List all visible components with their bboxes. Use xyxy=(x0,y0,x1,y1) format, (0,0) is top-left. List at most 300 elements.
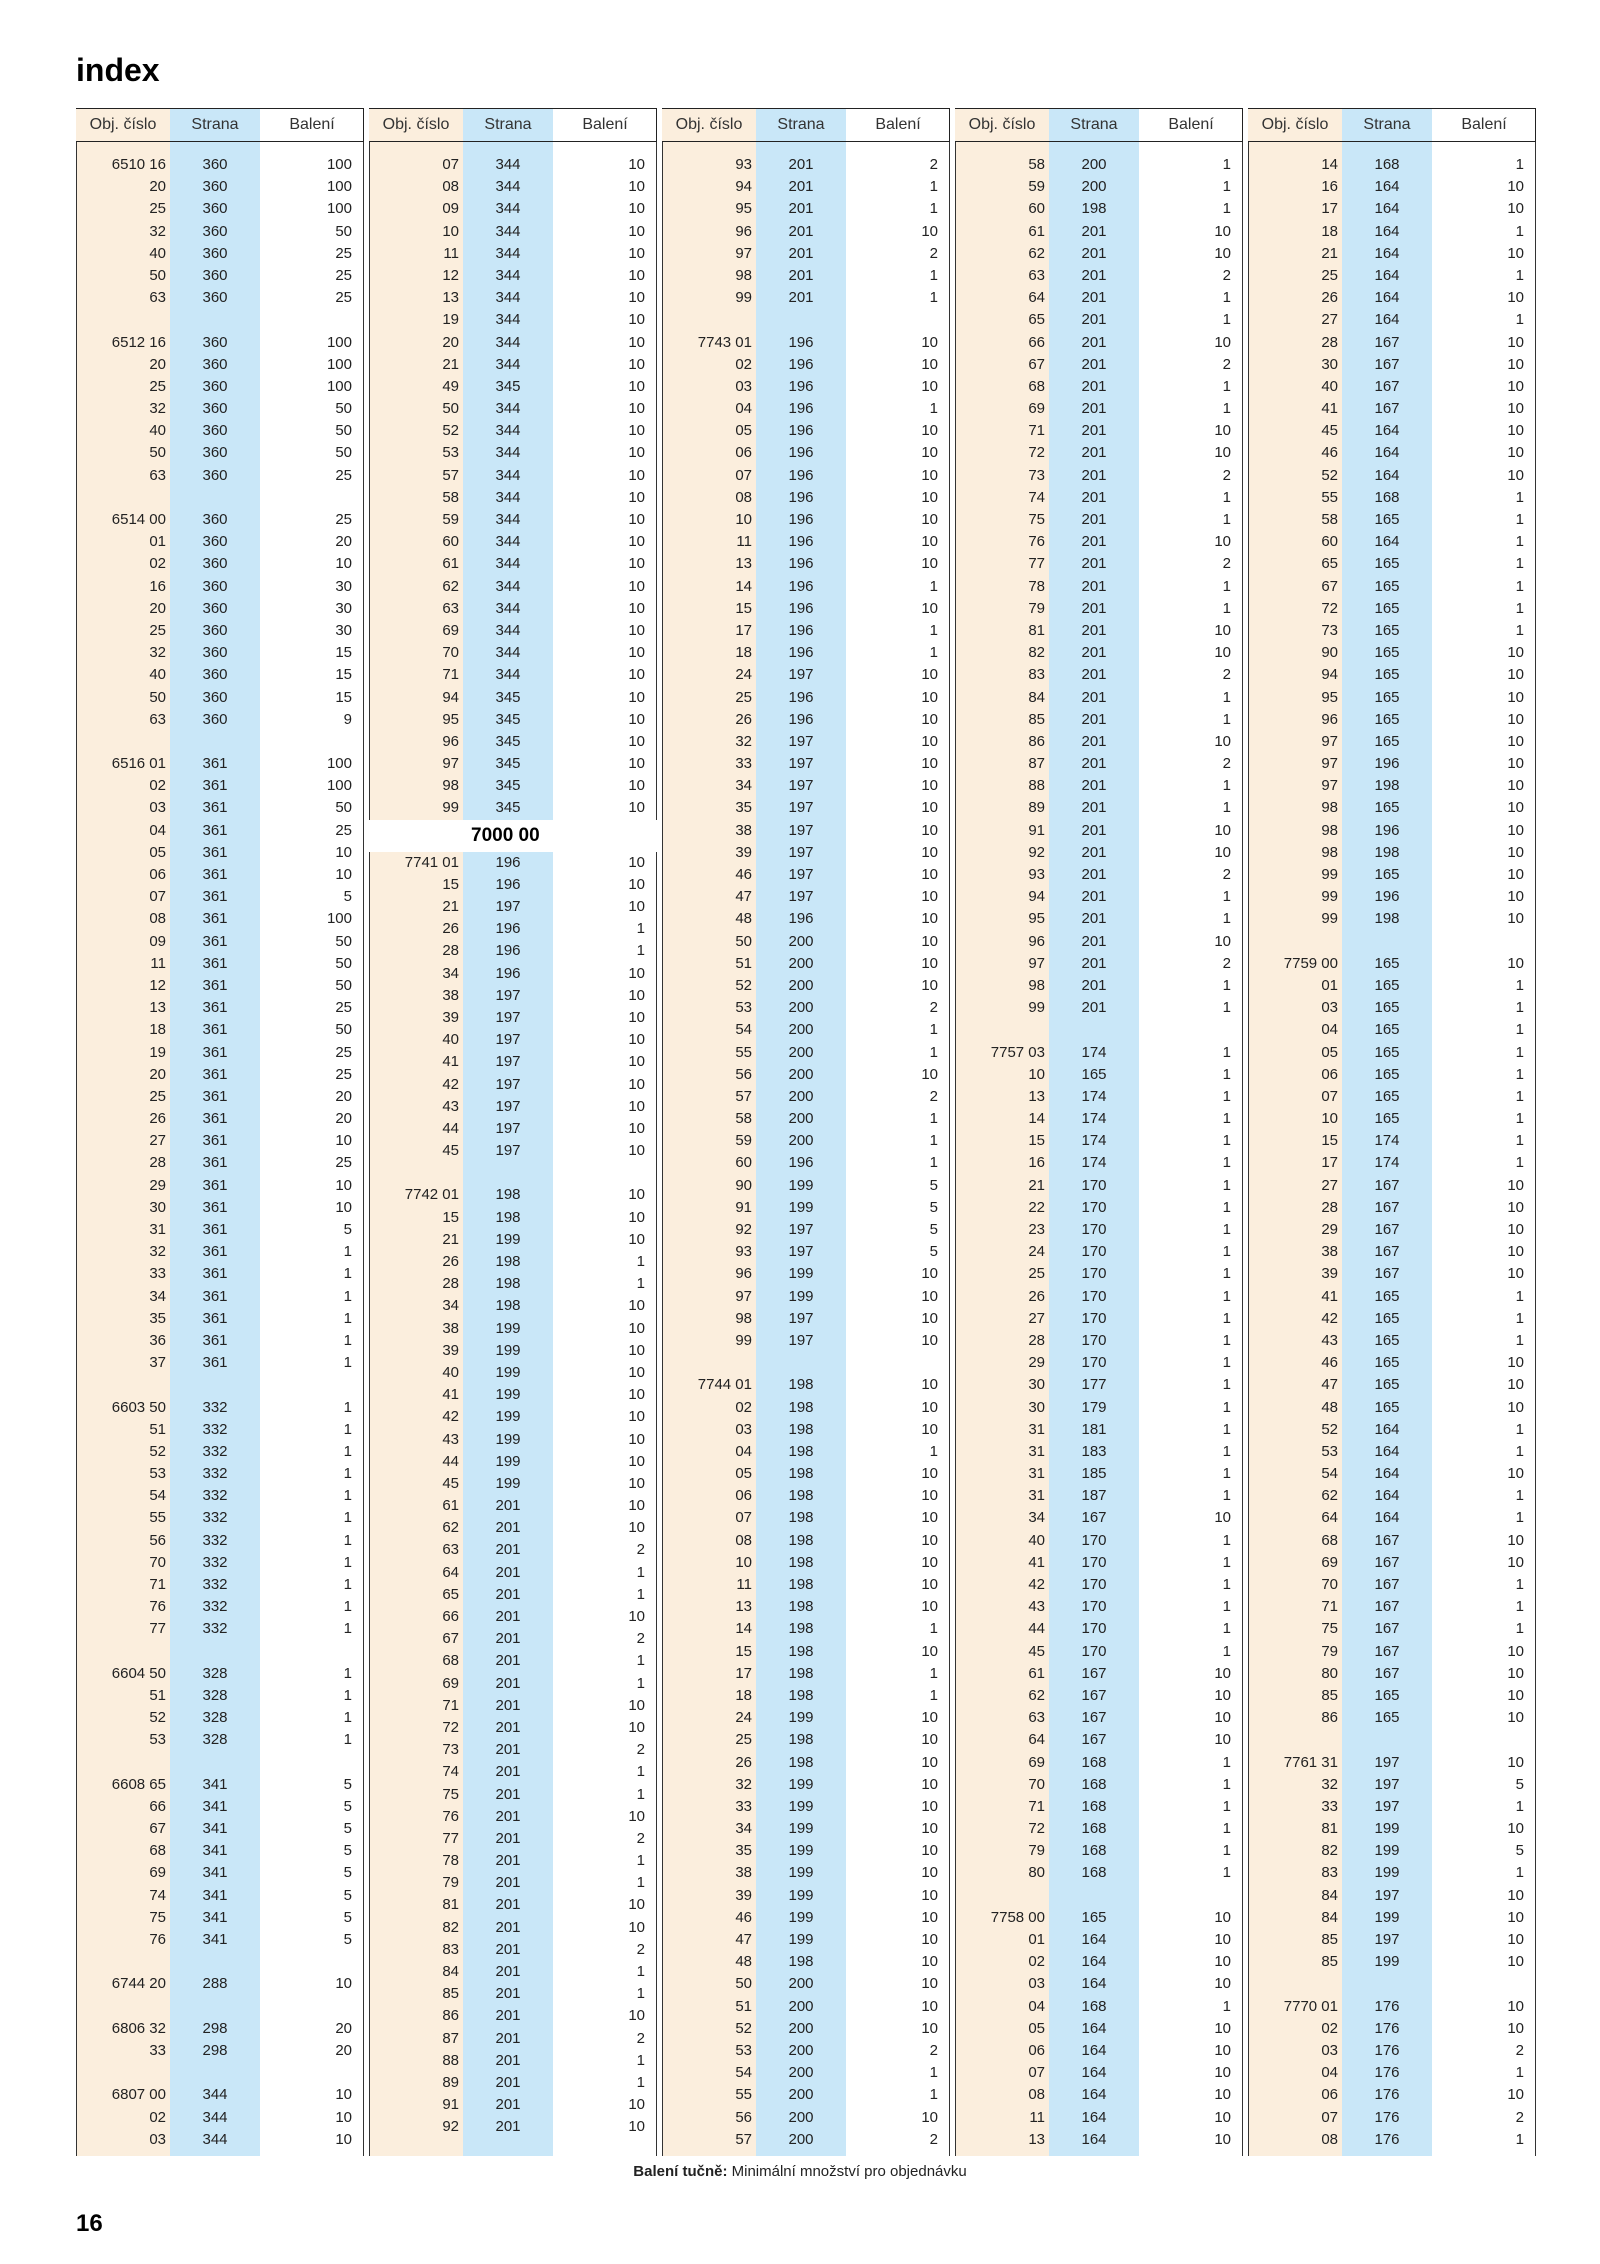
package-qty: 10 xyxy=(628,1075,645,1093)
page-ref: 344 xyxy=(495,577,521,595)
package-qty: 10 xyxy=(628,1718,645,1736)
package-qty: 2 xyxy=(929,2130,938,2148)
package-qty: 10 xyxy=(335,1176,352,1194)
package-qty: 10 xyxy=(1507,710,1524,728)
package-qty: 10 xyxy=(628,732,645,750)
page-ref: 332 xyxy=(202,1620,228,1638)
table-row xyxy=(1248,1685,1536,1707)
package-qty: 100 xyxy=(326,333,352,351)
table-row xyxy=(1248,1130,1536,1152)
order-number: 02 xyxy=(1028,1953,1045,1971)
table-row xyxy=(76,1862,364,1884)
order-number: 97 xyxy=(1321,732,1338,750)
page-ref: 198 xyxy=(788,1509,814,1527)
order-number: 40 xyxy=(1028,1531,1045,1549)
table-row xyxy=(1248,332,1536,354)
page-ref: 361 xyxy=(202,755,228,773)
order-number: 39 xyxy=(442,1341,459,1359)
package-qty: 10 xyxy=(628,466,645,484)
order-number: 50 xyxy=(735,1975,752,1993)
package-qty: 2 xyxy=(1222,355,1231,373)
package-qty: 10 xyxy=(628,1807,645,1825)
table-row xyxy=(955,332,1243,354)
order-number: 74 xyxy=(442,1763,459,1781)
package-qty: 1 xyxy=(1515,1576,1524,1593)
table-row xyxy=(76,886,364,908)
package-qty: 10 xyxy=(921,710,938,728)
package-qty: 50 xyxy=(335,932,352,950)
table-row xyxy=(76,842,364,864)
table-row xyxy=(955,1907,1243,1929)
package-qty: 1 xyxy=(1515,1442,1524,1460)
page-ref: 170 xyxy=(1081,1176,1107,1194)
order-number: 15 xyxy=(442,875,459,893)
page-ref: 165 xyxy=(1374,1376,1400,1394)
package-qty: 1 xyxy=(343,1576,352,1593)
page-ref: 196 xyxy=(788,910,814,928)
table-row xyxy=(1248,287,1536,309)
order-number: 33 xyxy=(149,2041,166,2059)
table-row xyxy=(1248,376,1536,398)
page-ref: 201 xyxy=(495,1763,521,1781)
table-row xyxy=(662,1308,950,1330)
order-number: 63 xyxy=(149,466,166,484)
table-row xyxy=(955,2107,1243,2129)
table-row xyxy=(1248,731,1536,753)
table-row xyxy=(1248,1929,1536,1951)
order-number: 98 xyxy=(442,777,459,795)
package-qty: 1 xyxy=(929,621,938,639)
header-order-number: Obj. číslo xyxy=(955,109,1049,141)
package-qty: 10 xyxy=(1214,2041,1231,2059)
order-number: 76 xyxy=(149,1931,166,1948)
table-row xyxy=(662,1729,950,1751)
package-qty: 10 xyxy=(1507,178,1524,196)
order-number: 7742 01 xyxy=(404,1186,459,1204)
package-qty: 10 xyxy=(1507,1376,1524,1394)
table-row xyxy=(76,1552,364,1574)
table-row xyxy=(369,642,657,664)
package-qty: 1 xyxy=(1515,976,1524,994)
package-qty: 10 xyxy=(921,1775,938,1793)
column-header xyxy=(1248,108,1536,142)
table-row xyxy=(1248,642,1536,664)
order-number: 43 xyxy=(1321,1331,1338,1349)
table-row xyxy=(369,1806,657,1828)
order-number: 39 xyxy=(442,1008,459,1026)
package-qty: 100 xyxy=(326,910,352,928)
order-number: 7743 01 xyxy=(697,333,752,351)
order-number: 64 xyxy=(1028,289,1045,307)
order-number: 77 xyxy=(149,1620,166,1638)
header-package: Balení xyxy=(1168,116,1214,133)
order-number: 38 xyxy=(442,1319,459,1337)
page-ref: 197 xyxy=(788,1243,814,1261)
package-qty: 1 xyxy=(929,1132,938,1150)
page-ref: 201 xyxy=(788,156,814,173)
package-qty: 10 xyxy=(1507,910,1524,928)
package-qty: 1 xyxy=(1222,289,1231,307)
package-qty: 10 xyxy=(628,898,645,915)
page-ref: 201 xyxy=(1081,333,1107,351)
order-number: 21 xyxy=(442,898,459,915)
order-number: 84 xyxy=(1028,688,1045,706)
package-qty: 1 xyxy=(1222,1065,1231,1083)
table-row xyxy=(662,753,950,775)
page-ref: 361 xyxy=(202,843,228,861)
table-row xyxy=(662,642,950,664)
page-ref: 179 xyxy=(1081,1398,1107,1416)
page-ref: 197 xyxy=(788,755,814,773)
page-ref: 201 xyxy=(1081,555,1107,573)
order-number: 41 xyxy=(442,1386,459,1404)
table-row xyxy=(1248,1064,1536,1086)
page-ref: 167 xyxy=(1081,1686,1107,1704)
page-ref: 196 xyxy=(788,555,814,573)
table-row xyxy=(955,1042,1243,1064)
table-row xyxy=(662,931,950,953)
order-number: 07 xyxy=(1321,2108,1338,2126)
package-qty: 10 xyxy=(1507,666,1524,684)
order-number: 53 xyxy=(735,2041,752,2059)
package-qty: 100 xyxy=(326,200,352,218)
order-number: 81 xyxy=(1321,1820,1338,1838)
table-row xyxy=(369,1495,657,1517)
table-row xyxy=(1248,620,1536,642)
order-number: 17 xyxy=(1321,200,1338,218)
table-row xyxy=(955,2040,1243,2062)
page-ref: 201 xyxy=(1081,976,1107,994)
order-number: 46 xyxy=(735,1908,752,1926)
table-row xyxy=(76,509,364,531)
page-ref: 341 xyxy=(202,1886,228,1904)
table-row xyxy=(1248,997,1536,1019)
order-number: 21 xyxy=(1321,244,1338,262)
table-row xyxy=(76,1352,364,1374)
package-qty: 10 xyxy=(921,2019,938,2037)
table-row xyxy=(955,1374,1243,1396)
table-row xyxy=(1248,1086,1536,1108)
page-ref: 201 xyxy=(1081,932,1107,950)
table-row xyxy=(76,1130,364,1152)
package-qty: 10 xyxy=(1214,932,1231,950)
order-number: 35 xyxy=(149,1309,166,1327)
page-ref: 201 xyxy=(1081,710,1107,728)
page-ref: 360 xyxy=(202,688,228,706)
table-row xyxy=(369,265,657,287)
page-ref: 201 xyxy=(495,2118,521,2136)
page-ref: 201 xyxy=(495,1940,521,1958)
order-number: 72 xyxy=(442,1718,459,1736)
page-ref: 198 xyxy=(495,1186,521,1204)
order-number: 52 xyxy=(1321,466,1338,484)
order-number: 63 xyxy=(149,710,166,728)
page-ref: 345 xyxy=(495,377,521,395)
table-row xyxy=(1248,1419,1536,1441)
page-ref: 167 xyxy=(1374,1243,1400,1261)
table-row xyxy=(662,598,950,620)
page-ref: 201 xyxy=(1081,444,1107,462)
order-number: 6603 50 xyxy=(111,1398,166,1416)
page-ref: 197 xyxy=(1374,1931,1400,1948)
table-row xyxy=(76,2018,364,2040)
package-qty: 10 xyxy=(921,888,938,906)
package-qty: 1 xyxy=(1515,1864,1524,1882)
table-row xyxy=(662,465,950,487)
table-row xyxy=(369,1961,657,1983)
table-row xyxy=(76,931,364,953)
table-row xyxy=(662,1130,950,1152)
package-qty: 1 xyxy=(929,1110,938,1128)
package-qty: 1 xyxy=(343,1709,352,1727)
package-qty: 10 xyxy=(628,222,645,240)
order-number: 07 xyxy=(735,466,752,484)
package-qty: 10 xyxy=(1507,1243,1524,1261)
package-qty: 10 xyxy=(628,875,645,893)
package-qty: 2 xyxy=(929,2041,938,2059)
order-number: 05 xyxy=(1321,1043,1338,1061)
package-qty: 1 xyxy=(1222,688,1231,706)
page-ref: 196 xyxy=(1374,821,1400,839)
table-row xyxy=(662,1929,950,1951)
page-ref: 164 xyxy=(1374,178,1400,196)
package-qty: 5 xyxy=(343,1886,352,1904)
table-row xyxy=(369,332,657,354)
page-ref: 199 xyxy=(788,1287,814,1305)
package-qty: 1 xyxy=(343,1598,352,1616)
page-ref: 199 xyxy=(1374,1864,1400,1882)
page-ref: 174 xyxy=(1081,1110,1107,1128)
page-ref: 164 xyxy=(1081,1975,1107,1993)
page-ref: 344 xyxy=(495,289,521,307)
table-row xyxy=(369,420,657,442)
order-number: 67 xyxy=(442,1630,459,1648)
package-qty: 1 xyxy=(1222,1553,1231,1571)
table-row xyxy=(955,1397,1243,1419)
page-ref: 196 xyxy=(788,400,814,418)
package-qty: 10 xyxy=(1214,1731,1231,1749)
package-qty: 100 xyxy=(326,355,352,373)
package-qty: 10 xyxy=(628,1031,645,1049)
package-qty: 1 xyxy=(636,1253,645,1270)
table-row xyxy=(369,874,657,896)
order-number: 27 xyxy=(1028,1309,1045,1327)
package-qty: 1 xyxy=(1222,1376,1231,1394)
table-row xyxy=(1248,154,1536,176)
page-ref: 164 xyxy=(1081,2108,1107,2126)
table-row xyxy=(662,997,950,1019)
page-ref: 165 xyxy=(1374,666,1400,684)
order-number: 46 xyxy=(735,866,752,883)
package-qty: 1 xyxy=(1515,2130,1524,2148)
order-number: 03 xyxy=(1028,1975,1045,1993)
order-number: 92 xyxy=(1028,843,1045,861)
table-row xyxy=(1248,775,1536,797)
package-qty: 2 xyxy=(1222,555,1231,573)
table-row xyxy=(76,775,364,797)
order-number: 03 xyxy=(149,799,166,817)
page-ref: 201 xyxy=(1081,266,1107,284)
table-row xyxy=(955,975,1243,997)
table-row xyxy=(1248,1042,1536,1064)
order-number: 64 xyxy=(442,1563,459,1581)
page-ref: 298 xyxy=(202,2019,228,2037)
page-ref: 361 xyxy=(202,999,228,1017)
order-number: 03 xyxy=(149,2130,166,2148)
page-ref: 170 xyxy=(1081,1642,1107,1660)
table-row xyxy=(955,154,1243,176)
package-qty: 10 xyxy=(1507,1354,1524,1372)
table-row xyxy=(369,1894,657,1916)
table-row xyxy=(369,2050,657,2072)
page-ref: 344 xyxy=(495,511,521,528)
table-row xyxy=(955,309,1243,331)
table-row xyxy=(76,1241,364,1263)
package-qty: 1 xyxy=(1222,178,1231,196)
page-ref: 197 xyxy=(1374,1797,1400,1815)
order-number: 70 xyxy=(442,644,459,662)
order-number: 67 xyxy=(1028,355,1045,373)
package-qty: 1 xyxy=(1515,1487,1524,1505)
table-row xyxy=(662,398,950,420)
order-number: 68 xyxy=(1321,1531,1338,1549)
table-row xyxy=(955,465,1243,487)
order-number: 28 xyxy=(1321,1198,1338,1216)
page-ref: 361 xyxy=(202,1154,228,1172)
page-ref: 201 xyxy=(1081,533,1107,551)
order-number: 55 xyxy=(735,2086,752,2104)
page-ref: 199 xyxy=(1374,1820,1400,1838)
table-row xyxy=(369,309,657,331)
package-qty: 30 xyxy=(335,577,352,595)
package-qty: 10 xyxy=(921,377,938,395)
page-ref: 196 xyxy=(495,853,521,871)
order-number: 01 xyxy=(1321,976,1338,994)
table-row xyxy=(1248,487,1536,509)
package-qty: 10 xyxy=(921,1864,938,1882)
package-qty: 10 xyxy=(921,1553,938,1571)
package-qty: 10 xyxy=(628,666,645,684)
page-ref: 361 xyxy=(202,821,228,839)
package-qty: 20 xyxy=(335,1110,352,1128)
page-ref: 201 xyxy=(788,200,814,218)
table-row xyxy=(369,442,657,464)
order-number: 13 xyxy=(149,999,166,1017)
package-qty: 10 xyxy=(628,1142,645,1160)
package-qty: 5 xyxy=(929,1198,938,1216)
package-qty: 50 xyxy=(335,976,352,994)
order-number: 69 xyxy=(149,1864,166,1882)
page-ref: 201 xyxy=(1081,422,1107,440)
spacer-row xyxy=(76,1374,364,1396)
package-qty: 10 xyxy=(628,621,645,639)
page-ref: 361 xyxy=(202,1021,228,1039)
package-qty: 10 xyxy=(921,333,938,351)
package-qty: 1 xyxy=(1222,1043,1231,1061)
table-row xyxy=(76,1219,364,1241)
table-row xyxy=(662,775,950,797)
package-qty: 1 xyxy=(1222,599,1231,617)
order-number: 40 xyxy=(149,244,166,262)
package-qty: 50 xyxy=(335,1021,352,1039)
page-ref: 164 xyxy=(1374,533,1400,551)
page-ref: 167 xyxy=(1081,1509,1107,1527)
page-ref: 201 xyxy=(1081,999,1107,1017)
package-qty: 1 xyxy=(1515,599,1524,617)
table-row xyxy=(955,2062,1243,2084)
table-row xyxy=(369,598,657,620)
order-number: 28 xyxy=(1321,333,1338,351)
table-row xyxy=(955,1286,1243,1308)
package-qty: 10 xyxy=(1214,333,1231,351)
page-ref: 167 xyxy=(1374,400,1400,418)
order-number: 40 xyxy=(1321,377,1338,395)
table-row xyxy=(662,1796,950,1818)
package-qty: 1 xyxy=(1222,1309,1231,1327)
order-number: 34 xyxy=(735,777,752,795)
order-number: 28 xyxy=(1028,1331,1045,1349)
page-ref: 167 xyxy=(1374,1531,1400,1549)
order-number: 7757 03 xyxy=(990,1043,1045,1061)
page-ref: 200 xyxy=(788,2108,814,2126)
page-ref: 201 xyxy=(788,178,814,196)
order-number: 22 xyxy=(1028,1198,1045,1216)
page-ref: 344 xyxy=(495,644,521,662)
page-ref: 197 xyxy=(495,898,521,915)
order-number: 6510 16 xyxy=(111,156,166,173)
page-ref: 360 xyxy=(202,333,228,351)
order-number: 43 xyxy=(442,1097,459,1115)
page-ref: 344 xyxy=(495,266,521,284)
order-number: 36 xyxy=(149,1331,166,1349)
table-row xyxy=(76,553,364,575)
order-number: 97 xyxy=(735,244,752,262)
package-qty: 1 xyxy=(1515,1043,1524,1061)
order-number: 52 xyxy=(735,2019,752,2037)
table-row xyxy=(1248,1596,1536,1618)
package-qty: 1 xyxy=(1222,999,1231,1017)
order-number: 50 xyxy=(149,688,166,706)
page-ref: 165 xyxy=(1374,1110,1400,1128)
page-ref: 167 xyxy=(1374,1642,1400,1660)
table-row xyxy=(369,509,657,531)
page-ref: 164 xyxy=(1374,422,1400,440)
package-qty: 30 xyxy=(335,621,352,639)
order-number: 26 xyxy=(735,710,752,728)
table-row xyxy=(76,1707,364,1729)
page-ref: 332 xyxy=(202,1420,228,1438)
table-row xyxy=(662,1086,950,1108)
package-qty: 1 xyxy=(636,1674,645,1692)
table-row xyxy=(662,709,950,731)
package-qty: 10 xyxy=(921,843,938,861)
package-qty: 10 xyxy=(921,1820,938,1838)
table-row xyxy=(662,198,950,220)
order-number: 32 xyxy=(149,222,166,240)
package-qty: 10 xyxy=(921,755,938,773)
order-number: 69 xyxy=(1028,1753,1045,1771)
package-qty: 1 xyxy=(929,1442,938,1460)
package-qty: 10 xyxy=(628,1497,645,1515)
package-qty: 50 xyxy=(335,400,352,418)
package-qty: 10 xyxy=(1214,2019,1231,2037)
page-ref: 360 xyxy=(202,156,228,173)
order-number: 53 xyxy=(149,1731,166,1749)
page-ref: 177 xyxy=(1081,1376,1107,1394)
page-ref: 196 xyxy=(788,644,814,662)
table-row xyxy=(1248,2018,1536,2040)
page-ref: 164 xyxy=(1081,2064,1107,2082)
